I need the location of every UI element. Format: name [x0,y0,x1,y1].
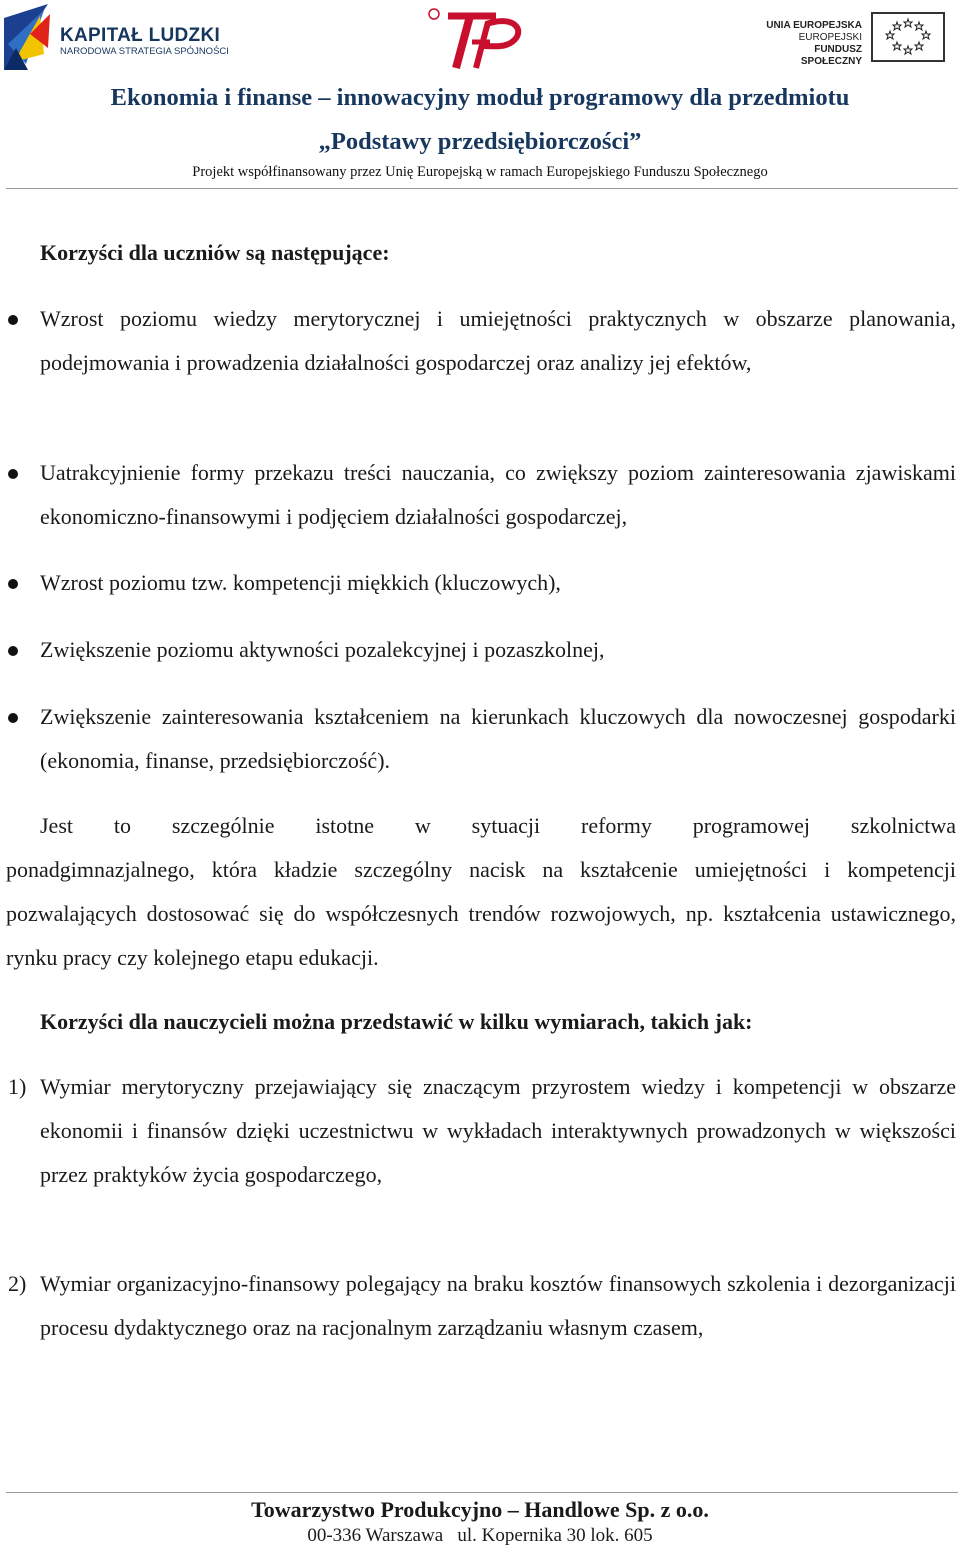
bullet-icon [8,646,18,656]
eu-flag-icon [871,12,945,62]
teachers-item-2: Wymiar organizacyjno-finansowy polegający na braku kosztów finansowych szkolenia i dezorganizacji procesu dydaktycznego oraz na racjonalnym zarządzaniu własnym czasem, [40,1271,956,1340]
kapital-ludzki-emblem-icon [4,4,54,70]
header-title-line1: Ekonomia i finanse – innowacyjny moduł programowy dla przedmiotu [110,84,850,111]
bullet-icon [8,315,18,325]
students-heading: Korzyści dla uczniów są następujące: [40,240,390,265]
eu-line3: FUNDUSZ SPOŁECZNY [800,44,862,67]
bullet-icon [8,469,18,479]
document-header [0,82,960,182]
students-item-5: Zwiększenie zainteresowania kształceniem na kierunkach kluczowych dla nowoczesnej gospodarki (ekonomia, finanse, przedsiębiorczość). [40,704,956,773]
footer-address: 00-336 Warszawa ul. Kopernika 30 lok. 605 [307,1525,653,1546]
tph-logo-icon [426,6,526,70]
header-divider [6,188,958,189]
eu-logo [760,10,950,66]
teachers-item-1-number: 1) [8,1074,27,1099]
header-title-line2: „Podstawy przedsiębiorczości” [318,128,642,155]
kapital-ludzki-subtitle: NARODOWA STRATEGIA SPÓJNOŚCI [60,46,229,57]
teachers-heading: Korzyści dla nauczycieli można przedstawić w kilku wymiarach, takich jak: [40,1009,753,1034]
students-item-3: Wzrost poziomu tzw. kompetencji miękkich (kluczowych), [40,570,561,595]
paragraph-first-line: Jest to szczególnie istotne w sytuacji reformy programowej szkolnictwa [40,813,956,838]
document-footer [0,1496,960,1548]
footer-divider [6,1492,958,1493]
teachers-item-2-number: 2) [8,1271,27,1296]
students-item-4: Zwiększenie poziomu aktywności pozalekcyjnej i pozaszkolnej, [40,637,605,662]
bullet-icon [8,713,18,723]
eu-line2: EUROPEJSKI [798,32,862,43]
students-item-1: Wzrost poziomu wiedzy merytorycznej i umiejętności praktycznych w obszarze planowania, podejmowania i prowadzenia działalności gospodarczej oraz analizy jej efektów, [40,306,956,375]
teachers-item-1: Wymiar merytoryczny przejawiający się znaczącym przyrostem wiedzy i kompetencji w obszarze ekonomii i finansów dzięki uczestnictwu w wykładach interaktywnych prowadzonych w większości przez praktyków życia gospodarczego, [40,1074,956,1187]
eu-line1: UNIA EUROPEJSKA [766,20,862,31]
footer-company: Towarzystwo Produkcyjno – Handlowe Sp. z o.o. [251,1497,709,1522]
header-subtitle: Projekt współfinansowany przez Unię Europejską w ramach Europejskiego Funduszu Społecznego [192,164,768,180]
kapital-ludzki-logo [4,4,229,74]
paragraph-rest: ponadgimnazjalnego, która kładzie szczególny nacisk na kształcenie umiejętności i kompetencji pozwalających dostosować się do współczesnych trendów rozwojowych, np. kształcenia ustawicznego, rynku pracy czy kolejnego etapu edukacji. [6,857,956,970]
students-item-2: Uatrakcyjnienie formy przekazu treści nauczania, co zwiększy poziom zainteresowania zjawiskami ekonomiczno-finansowymi i podjęciem działalności gospodarczej, [40,460,956,529]
kapital-ludzki-title: KAPITAŁ LUDZKI [60,25,221,46]
bullet-icon [8,579,18,589]
